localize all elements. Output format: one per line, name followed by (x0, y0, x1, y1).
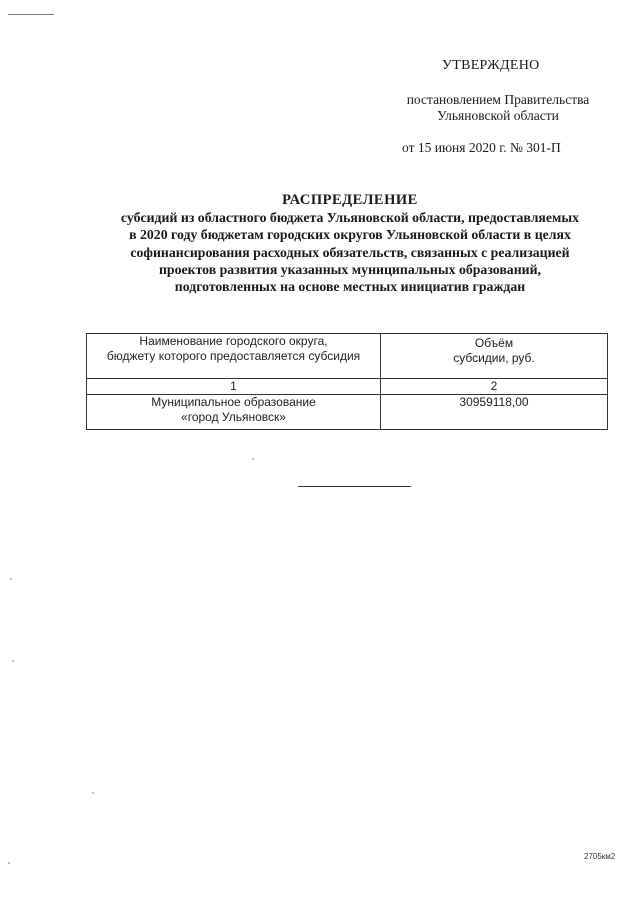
district-name-text: Муниципальное образование (151, 395, 316, 409)
title-line: софинансирования расходных обязательств, связанных с реализацией (130, 244, 570, 260)
decree-line-2: Ульяновской области (437, 108, 559, 123)
scan-speck (252, 458, 254, 460)
column-number-row (87, 379, 608, 395)
end-divider (298, 486, 411, 487)
decree-date: от 15 июня 2020 г. № 301-П (402, 140, 561, 155)
district-name-text: «город Ульяновск» (181, 410, 286, 424)
title-line: субсидий из областного бюджета Ульяновской области, предоставляемых (120, 210, 580, 226)
subsidy-table (86, 333, 608, 430)
scan-speck (10, 578, 12, 580)
header-text: бюджету которого предоставляется субсидия (106, 349, 361, 363)
amount-cell: 30959118,00 (381, 395, 608, 430)
decree-reference (378, 92, 618, 124)
approval-stamp-label: УТВЕРЖДЕНО (442, 58, 540, 73)
header-text: субсидии, руб. (453, 351, 535, 365)
header-cell-district (87, 334, 381, 379)
title-heading: РАСПРЕДЕЛЕНИЕ (282, 192, 418, 208)
header-cell-amount (381, 334, 608, 379)
title-line: проектов развития указанных муниципальных образований, (158, 261, 541, 277)
column-number: 1 (87, 379, 381, 395)
document-code: 2705км2 (584, 852, 616, 861)
column-number: 2 (381, 379, 608, 395)
scan-mark (8, 14, 54, 15)
district-name-cell (87, 395, 381, 430)
scan-speck (8, 862, 10, 864)
title-line: подготовленных на основе местных инициатив граждан (174, 279, 526, 295)
table-header-row (87, 334, 608, 379)
decree-line-1: постановлением Правительства (406, 92, 590, 107)
table-row (87, 395, 608, 430)
header-text: Объём (474, 336, 514, 350)
scan-speck (92, 792, 94, 794)
document-title (60, 192, 640, 295)
title-line: в 2020 году бюджетам городских округов Ульяновской области в целях (129, 227, 571, 243)
scan-speck (12, 660, 14, 662)
header-text: Наименование городского округа, (139, 334, 328, 348)
